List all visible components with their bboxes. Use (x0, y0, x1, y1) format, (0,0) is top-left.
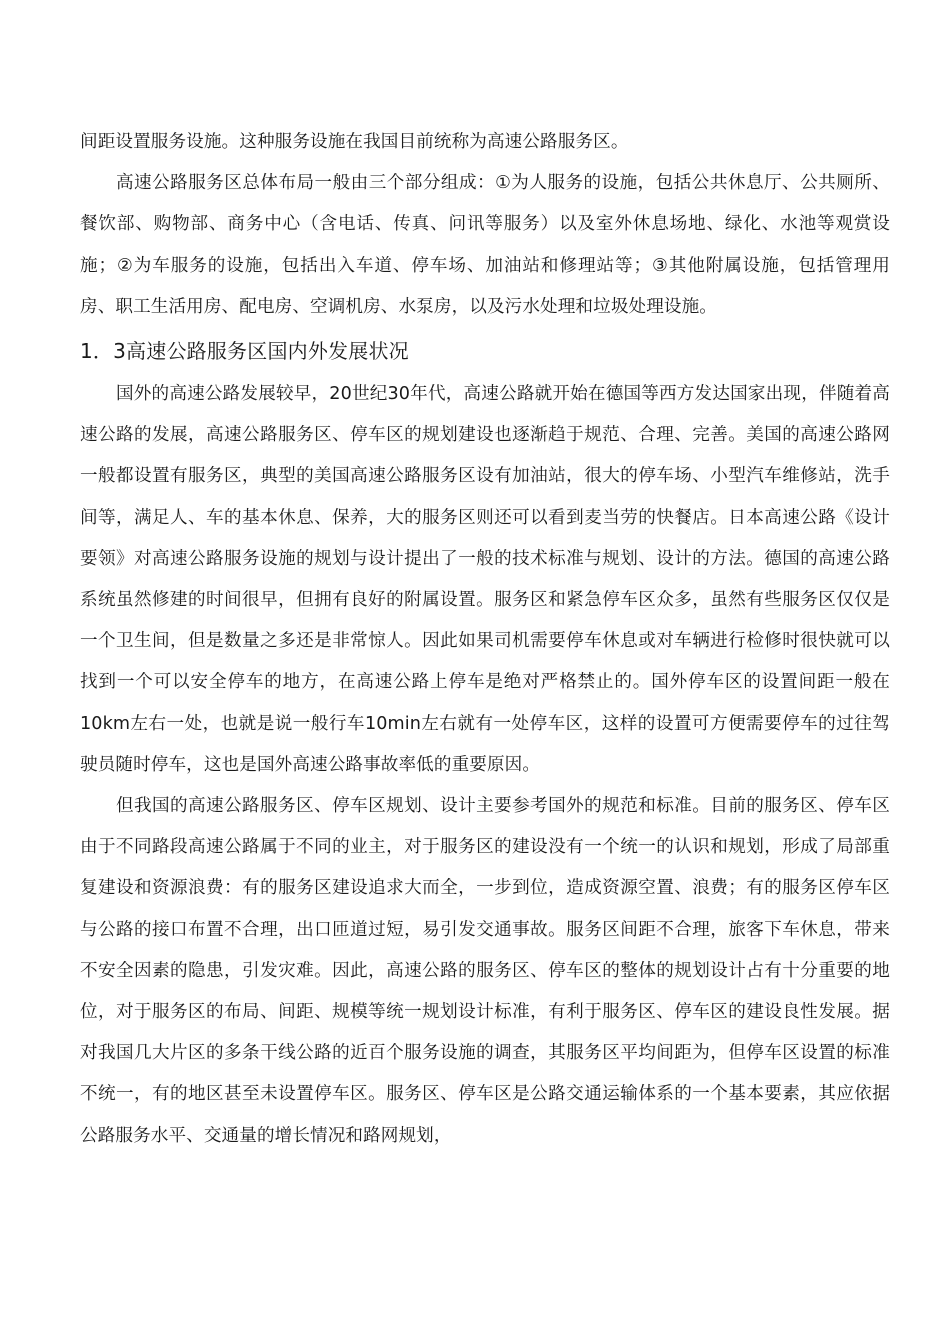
section-heading-1-3: 1．3高速公路服务区国内外发展状况 (80, 339, 409, 364)
paragraph-domestic-status: 但我国的高速公路服务区、停车区规划、设计主要参考国外的规范和标准。目前的服务区、停车区由于不同路段高速公路属于不同的业主，对于服务区的建设没有一个统一的认识和规划，形成了局部重复建设和资源浪费：有的服务区建设追求大而全，一步到位，造成资源空置、浪费；有的服务区停车区与公路的接口布置不合理，出口匝道过短，易引发交通事故。服务区间距不合理，旅客下车休息，带来不安全因素的隐患，引发灾难。因此，高速公路的服务区、停车区的整体的规划设计占有十分重要的地位，对于服务区的布局、间距、规模等统一规划设计标准，有利于服务区、停车区的建设良性发展。据对我国几大片区的多条干线公路的近百个服务设施的调查，其服务区平均间距为，但停车区设置的标准不统一，有的地区甚至未设置停车区。服务区、停车区是公路交通运输体系的一个基本要素，其应依据公路服务水平、交通量的增长情况和路网规划， (80, 796, 890, 1146)
paragraph-continuation: 间距设置服务设施。这种服务设施在我国目前统称为高速公路服务区。 (80, 132, 629, 152)
paragraph-foreign-development: 国外的高速公路发展较早，20世纪30年代，高速公路就开始在德国等西方发达国家出现，伴随着高速公路的发展，高速公路服务区、停车区的规划建设也逐渐趋于规范、合理、完善。美国的高速公路网一般都设置有服务区，典型的美国高速公路服务区设有加油站，很大的停车场、小型汽车维修站，洗手间等，满足人、车的基本休息、保养，大的服务区则还可以看到麦当劳的快餐店。日本高速公路《设计要领》对高速公路服务设施的规划与设计提出了一般的技术标准与规划、设计的方法。德国的高速公路系统虽然修建的时间很早，但拥有良好的附属设置。服务区和紧急停车区众多，虽然有些服务区仅仅是一个卫生间，但是数量之多还是非常惊人。因此如果司机需要停车休息或对车辆进行检修时很快就可以找到一个可以安全停车的地方，在高速公路上停车是绝对严格禁止的。国外停车区的设置间距一般在10km左右一处，也就是说一般行车10min左右就有一处停车区，这样的设置可方便需要停车的过往驾驶员随时停车，这也是国外高速公路事故率低的重要原因。 (80, 384, 890, 775)
document-body (80, 122, 890, 1157)
paragraph-service-area-layout: 高速公路服务区总体布局一般由三个部分组成：①为人服务的设施，包括公共休息厅、公共厕所、餐饮部、购物部、商务中心（含电话、传真、问讯等服务）以及室外休息场地、绿化、水池等观赏设施；②为车服务的设施，包括出入车道、停车场、加油站和修理站等；③其他附属设施，包括管理用房、职工生活用房、配电房、空调机房、水泵房，以及污水处理和垃圾处理设施。 (80, 173, 890, 317)
